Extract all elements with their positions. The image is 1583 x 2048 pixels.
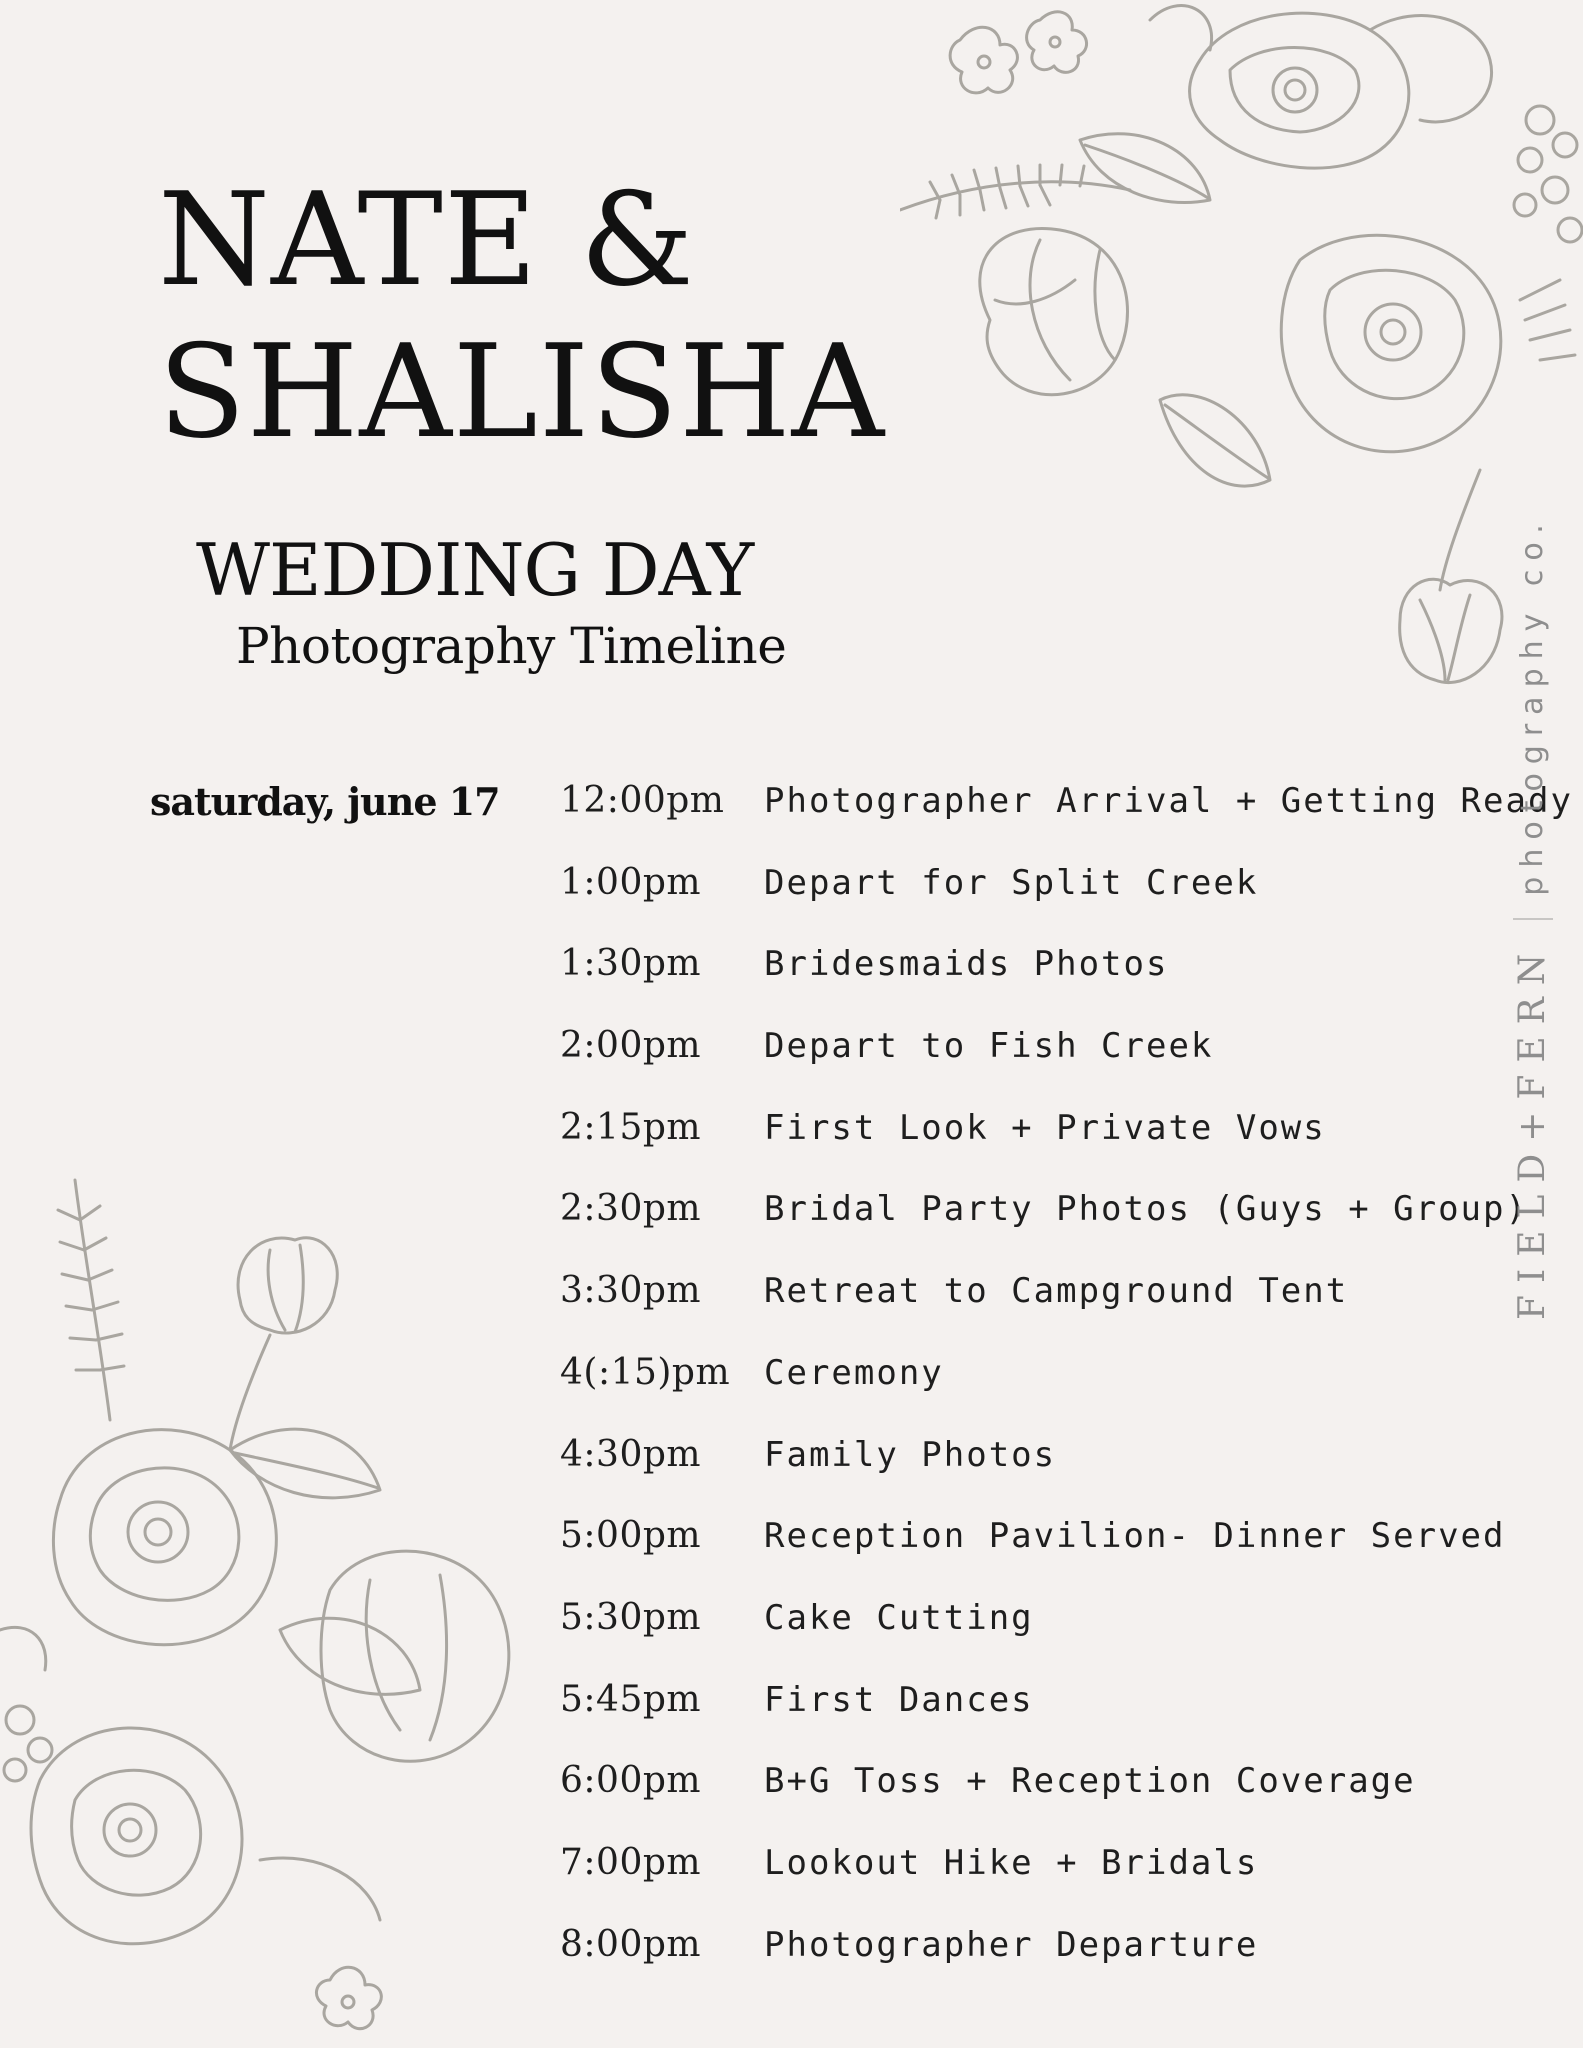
couple-names bbox=[158, 165, 885, 469]
timeline-event: Lookout Hike + Bridals bbox=[764, 1842, 1259, 1883]
timeline-time: 5:45pm bbox=[560, 1678, 702, 1720]
timeline-time: 5:30pm bbox=[560, 1596, 702, 1638]
timeline-event: Ceremony bbox=[764, 1352, 944, 1393]
timeline-time: 2:15pm bbox=[560, 1106, 702, 1148]
date-label: saturday, june 17 bbox=[150, 779, 500, 824]
timeline-event: First Look + Private Vows bbox=[764, 1107, 1326, 1148]
timeline-event: Retreat to Campground Tent bbox=[764, 1271, 1349, 1312]
timeline-event: Photographer Arrival + Getting Ready bbox=[764, 781, 1573, 821]
timeline-time: 7:00pm bbox=[560, 1841, 702, 1883]
timeline-time: 6:00pm bbox=[560, 1760, 702, 1802]
names-line-2: SHALISHA bbox=[158, 318, 886, 467]
timeline-time: 8:00pm bbox=[560, 1923, 702, 1965]
timeline-event: Bridesmaids Photos bbox=[764, 944, 1169, 985]
timeline-event: Reception Pavilion- Dinner Served bbox=[764, 1516, 1506, 1557]
brand-tagline: photography co. bbox=[1515, 515, 1550, 896]
timeline-event: Photographer Departure bbox=[764, 1924, 1259, 1965]
floral-top-icon bbox=[900, 0, 1583, 740]
names-line-1: NATE & bbox=[158, 166, 695, 315]
timeline-time: 12:00pm bbox=[560, 780, 725, 821]
brand-name: FIELD+FERN bbox=[1512, 941, 1553, 1320]
branding-text bbox=[1513, 515, 1553, 1320]
timeline-time: 3:30pm bbox=[560, 1270, 702, 1312]
timeline-event: Depart for Split Creek bbox=[764, 862, 1259, 903]
timeline-time: 1:00pm bbox=[560, 861, 702, 903]
page-subsubtitle: Photography Timeline bbox=[236, 617, 787, 675]
timeline-time: 4:30pm bbox=[560, 1433, 702, 1475]
timeline-time: 4(:15)pm bbox=[560, 1351, 731, 1393]
floral-bottom-icon bbox=[0, 1160, 560, 2048]
timeline-time: 2:00pm bbox=[560, 1025, 702, 1067]
timeline-event: Depart to Fish Creek bbox=[764, 1026, 1214, 1067]
timeline-time: 1:30pm bbox=[560, 943, 702, 985]
timeline-event: B+G Toss + Reception Coverage bbox=[764, 1761, 1416, 1802]
timeline-time: 5:00pm bbox=[560, 1515, 702, 1557]
timeline-event: Bridal Party Photos (Guys + Group) bbox=[764, 1189, 1528, 1230]
timeline-time: 2:30pm bbox=[560, 1188, 702, 1230]
timeline-event: Cake Cutting bbox=[764, 1597, 1034, 1638]
page-subtitle: WEDDING DAY bbox=[196, 528, 754, 612]
timeline-event: First Dances bbox=[764, 1679, 1034, 1720]
timeline-event: Family Photos bbox=[764, 1434, 1057, 1475]
brand-divider bbox=[1513, 918, 1553, 920]
